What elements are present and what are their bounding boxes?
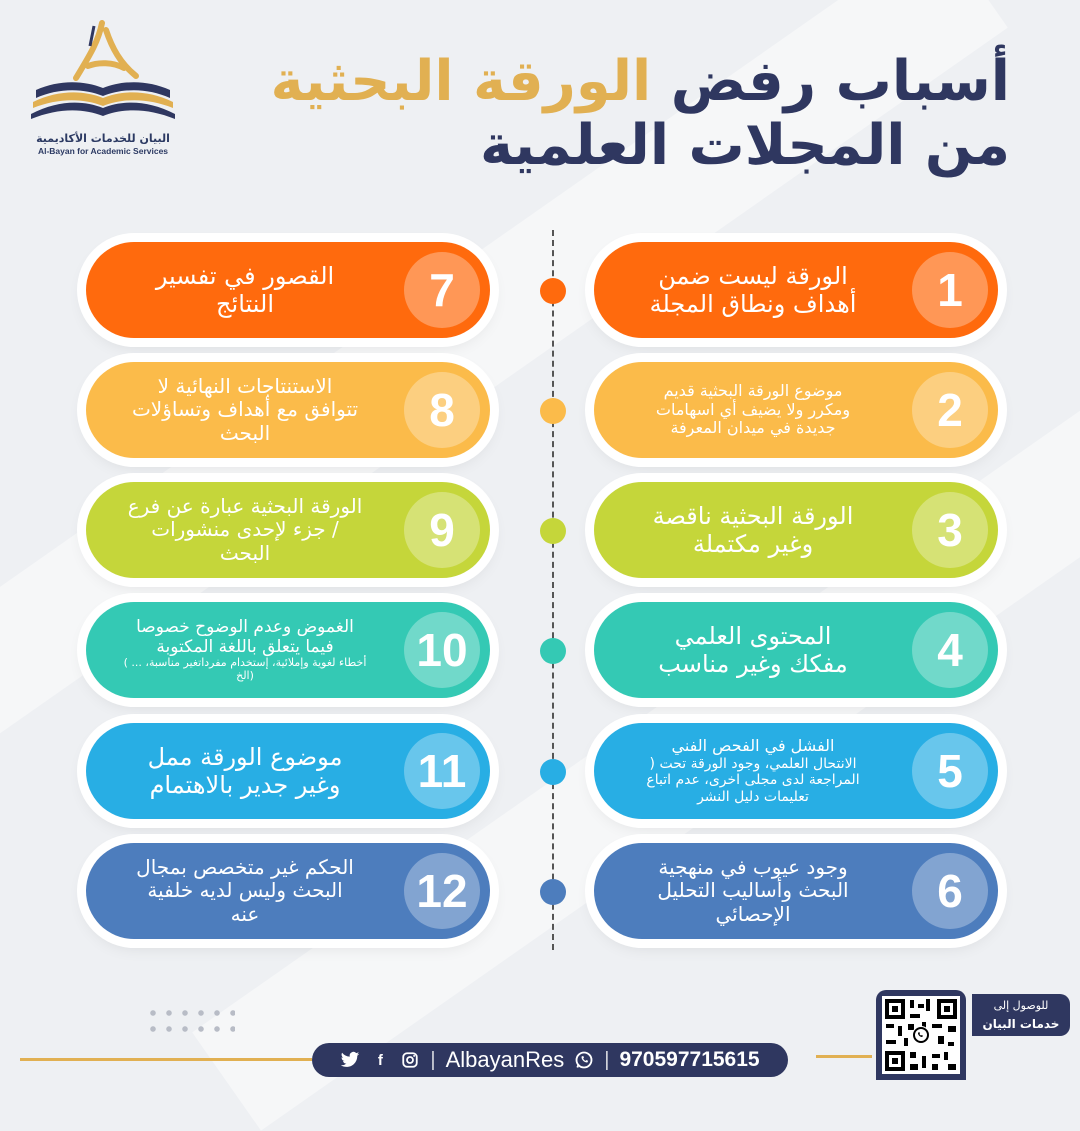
reason-line: ومكرر ولا يضيف أي اسهامات (655, 399, 851, 419)
title-part1: أسباب رفض (670, 49, 1010, 114)
reason-line: الفشل في الفحص الفني (671, 735, 835, 755)
reason-line: موضوع الورقة البحثية قديم (663, 380, 843, 400)
access-label (972, 994, 1070, 1036)
reason-line: مفكك وغير مناسب (658, 650, 848, 678)
reason-text (100, 362, 390, 458)
footer-line-right (816, 1055, 872, 1058)
qr-code-container[interactable] (876, 990, 966, 1080)
reason-line: وغير جدير بالاهتمام (149, 771, 341, 799)
twitter-icon[interactable] (340, 1050, 360, 1070)
reason-line: الورقة ليست ضمن (658, 261, 848, 290)
social-handle[interactable]: AlbayanRes (445, 1047, 565, 1072)
reason-number: 10 (404, 612, 480, 688)
page-title (190, 50, 1010, 179)
reason-line: تتوافق مع أهداف وتساؤلات (131, 397, 359, 422)
social-bar[interactable] (312, 1043, 788, 1077)
reason-text (608, 242, 898, 338)
reason-line: الحكم غير متخصص بمجال (136, 854, 354, 879)
timeline-dot (540, 759, 566, 785)
reason-line: الاستنتاجات النهائية لا (157, 373, 333, 398)
reason-number: 3 (912, 492, 988, 568)
timeline-dot (540, 638, 566, 664)
access-line2: خدمات البيان (982, 1016, 1060, 1031)
reason-line: أهداف ونطاق المجلة (649, 290, 857, 318)
timeline-dot (540, 879, 566, 905)
reason-card-1 (594, 242, 998, 338)
reason-note: (الخ (236, 669, 254, 683)
reason-line: الورقة البحثية ناقصة (652, 501, 854, 530)
reason-note: أخطاء لغوية وإملائية، إستخدام مفرداتغير مناسبة، ... ) (123, 656, 367, 670)
reason-line: البحث (219, 540, 271, 565)
reason-line: / جزء لإحدى منشورات (151, 517, 339, 542)
reason-card-9 (86, 482, 490, 578)
reason-text (608, 362, 898, 458)
title-line2: من المجلات العلمية (479, 113, 1010, 179)
qr-code-icon[interactable] (882, 996, 960, 1074)
reason-line: موضوع الورقة ممل (147, 742, 343, 771)
reason-text (608, 843, 898, 939)
reason-text (608, 723, 898, 819)
reason-text (608, 602, 898, 698)
reason-card-10 (86, 602, 490, 698)
reason-text (100, 723, 390, 819)
reason-line: البحث وأساليب التحليل (657, 878, 849, 903)
reason-line: جديدة في ميدان المعرفة (670, 418, 836, 438)
timeline-dot (540, 518, 566, 544)
reason-card-11 (86, 723, 490, 819)
footer-line-left (20, 1058, 312, 1061)
reason-number: 12 (404, 853, 480, 929)
book-logo-icon (28, 18, 178, 130)
reason-text (100, 482, 390, 578)
separator: | (604, 1048, 610, 1071)
timeline-axis (552, 230, 554, 950)
reason-card-4 (594, 602, 998, 698)
reason-line: فيما يتعلق باللغة المكتوبة (156, 637, 334, 658)
reason-card-6 (594, 843, 998, 939)
instagram-icon[interactable] (400, 1050, 420, 1070)
reason-card-8 (86, 362, 490, 458)
reason-line: الورقة البحثية عبارة عن فرع (127, 493, 363, 518)
reason-text (608, 482, 898, 578)
reason-card-7 (86, 242, 490, 338)
reason-number: 5 (912, 733, 988, 809)
reason-line: المحتوى العلمي (674, 621, 832, 650)
reason-text (100, 843, 390, 939)
reason-number: 2 (912, 372, 988, 448)
brand-name-arabic: البيان للخدمات الأكاديمية (36, 132, 170, 145)
reason-line: وجود عيوب في منهجية (658, 854, 848, 879)
reason-line: المراجعة لدى مجلى اخرى، عدم اتباع (646, 772, 860, 789)
brand-logo (28, 18, 178, 156)
decorative-dots (145, 1005, 235, 1039)
reason-line: النتائج (216, 290, 274, 318)
reason-line: وغير مكتملة (692, 530, 814, 558)
reason-text (100, 602, 390, 698)
reason-line: عنه (230, 901, 260, 926)
reason-number: 4 (912, 612, 988, 688)
reason-number: 11 (404, 733, 480, 809)
phone-number[interactable]: 970597715615 (619, 1048, 760, 1071)
whatsapp-icon[interactable] (574, 1050, 594, 1070)
reason-card-5 (594, 723, 998, 819)
access-line1: للوصول إلى (993, 999, 1049, 1012)
reason-card-3 (594, 482, 998, 578)
reason-line: البحث وليس لديه خلفية (147, 878, 343, 903)
title-highlight: الورقة البحثية (270, 49, 652, 114)
reason-card-12 (86, 843, 490, 939)
reason-line: الغموض وعدم الوضوح خصوصا (136, 616, 354, 637)
reason-number: 7 (404, 252, 480, 328)
timeline-dot (540, 398, 566, 424)
reason-text (100, 242, 390, 338)
separator: | (430, 1048, 436, 1071)
reason-number: 1 (912, 252, 988, 328)
reason-number: 8 (404, 372, 480, 448)
reason-number: 9 (404, 492, 480, 568)
timeline-dot (540, 278, 566, 304)
reason-card-2 (594, 362, 998, 458)
reason-number: 6 (912, 853, 988, 929)
reason-line: القصور في تفسير (155, 261, 335, 290)
brand-name-english: Al-Bayan for Academic Services (37, 146, 169, 156)
facebook-icon[interactable]: f (377, 1051, 383, 1069)
reason-line: الانتحال العلمي، وجود الورقة تحت ( (649, 755, 857, 772)
reason-line: الإحصائي (715, 901, 791, 926)
reason-line: البحث (219, 420, 271, 445)
reason-line: تعليمات دليل النشر (697, 788, 809, 805)
